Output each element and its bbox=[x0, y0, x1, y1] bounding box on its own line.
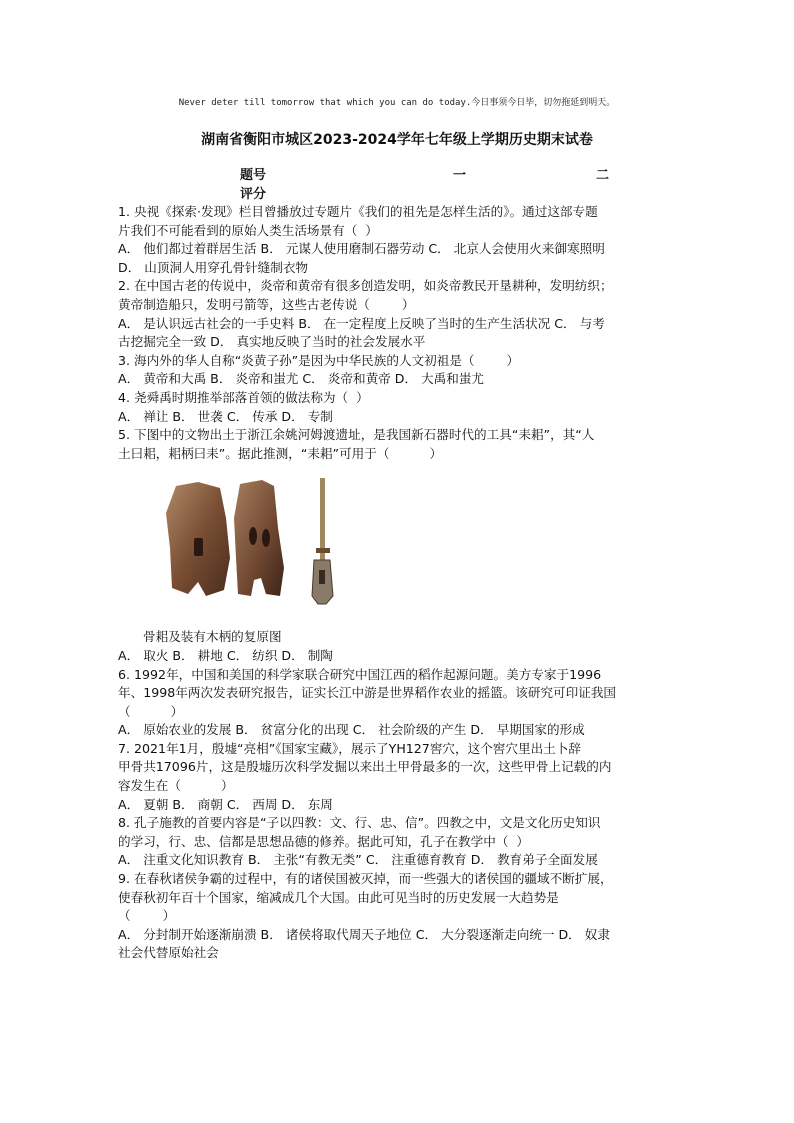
question-line: 土曰耜，耜柄曰耒”。据此推测，“耒耜”可用于（ ） bbox=[118, 445, 443, 461]
question-line: A． 取火 B． 耕地 C． 纺织 D． 制陶 bbox=[118, 647, 333, 663]
artifact-figure bbox=[118, 478, 678, 628]
question-line: 容发生在（ ） bbox=[118, 778, 234, 794]
question-line: （ ） bbox=[118, 908, 176, 924]
score-table-part-one: 一 bbox=[453, 168, 467, 183]
question-line: A． 夏朝 B． 商朝 C． 西周 D． 东周 bbox=[118, 796, 333, 812]
bone-plough-artifact-right bbox=[234, 480, 284, 596]
question-line: 6. 1992年，中国和美国的科学家联合研究中国江西的稻作起源问题。美方专家于1996 bbox=[118, 666, 602, 682]
question-line: D． 山顶洞人用穿孔骨针缝制衣物 bbox=[118, 259, 309, 275]
figure-caption: 骨耜及装有木柄的复原图 bbox=[143, 629, 282, 645]
score-table bbox=[240, 164, 620, 202]
question-line: A． 原始农业的发展 B． 贫富分化的出现 C． 社会阶级的产生 D． 早期国家的形成 bbox=[118, 722, 585, 738]
bone-plough-image bbox=[158, 478, 338, 608]
question-line: A． 他们都过着群居生活 B． 元谋人使用磨制石器劳动 C． 北京人会使用火来御寒照明 bbox=[118, 241, 605, 257]
question-line: 7. 2021年1月，殷墟“亮相”《国家宝藏》，展示了YH127窖穴，这个窖穴里出土卜辞 bbox=[118, 740, 581, 756]
page-title: 湖南省衡阳市城区2023-2024学年七年级上学期历史期末试卷 bbox=[201, 132, 593, 148]
question-line: 9. 在春秋诸侯争霸的过程中，有的诸侯国被灭掉，而一些强大的诸侯国的疆域不断扩展， bbox=[118, 871, 613, 887]
question-line: 社会代替原始社会 bbox=[118, 945, 219, 961]
question-line: 黄帝制造船只，发明弓箭等，这些古老传说（ ） bbox=[118, 296, 415, 312]
question-line: 使春秋初年百十个国家，缩减成几个大国。由此可见当时的历史发展一大趋势是 bbox=[118, 889, 559, 905]
question-line: 片我们不可能看到的原始人类生活场景有（ ） bbox=[118, 222, 378, 238]
question-line: 5. 下图中的文物出土于浙江余姚河姆渡遗址，是我国新石器时代的工具“耒耜”，其“人 bbox=[118, 427, 595, 443]
question-line: 年、1998年两次发表研究报告，证实长江中游是世界稻作农业的摇篮。该研究可印证我国 bbox=[118, 685, 617, 701]
questions-part-a bbox=[118, 203, 678, 463]
score-table-label-score: 评分 bbox=[240, 187, 267, 202]
question-line: 甲骨共17096片，这是殷墟历次科学发掘以来出土甲骨最多的一次，这些甲骨上记载的内 bbox=[118, 759, 612, 775]
exam-body bbox=[118, 203, 678, 963]
question-line: 1. 央视《探索·发现》栏目曾播放过专题片《我们的祖先是怎样生活的》。通过这部专题 bbox=[118, 204, 598, 219]
score-table-score-row bbox=[240, 183, 620, 202]
question-line: 3. 海内外的华人自称“炎黄子孙”是因为中华民族的人文初祖是（ ） bbox=[118, 352, 520, 368]
reconstructed-wooden-handle bbox=[320, 478, 325, 570]
question-line: 古挖掘完全一致 D． 真实地反映了当时的社会发展水平 bbox=[118, 334, 426, 350]
header-motto: Never deter till tomorrow that which you can do today.今日事须今日毕，切勿拖延到明天。 bbox=[178, 98, 616, 108]
question-line: A． 禅让 B． 世袭 C． 传承 D． 专制 bbox=[118, 408, 333, 424]
question-line: 8. 孔子施教的首要内容是“子以四教：文、行、忠、信”。四教之中，文是文化历史知识 bbox=[118, 815, 601, 831]
score-table-part-two: 二 bbox=[596, 168, 610, 183]
question-line: 的学习，行、忠、信都是思想品德的修养。据此可知，孔子在教学中（ ） bbox=[118, 833, 530, 849]
question-line: （ ） bbox=[118, 703, 184, 719]
question-line: A． 是认识远古社会的一手史料 B． 在一定程度上反映了当时的生产生活状况 C． 与考 bbox=[118, 315, 605, 331]
question-line: A． 分封制开始逐渐崩溃 B． 诸侯将取代周天子地位 C． 大分裂逐渐走向统一 D． 奴隶 bbox=[118, 926, 610, 942]
questions-part-b bbox=[118, 647, 678, 963]
question-line: 2. 在中国古老的传说中，炎帝和黄帝有很多创造发明，如炎帝教民开垦耕种，发明纺织； bbox=[118, 278, 613, 294]
score-table-header-row bbox=[240, 164, 620, 183]
question-line: A． 注重文化知识教育 B． 主张“有教无类” C． 注重德育教育 D． 教育弟子全面发展 bbox=[118, 852, 598, 868]
score-table-label-number: 题号 bbox=[240, 168, 267, 183]
question-line: A． 黄帝和大禹 B． 炎帝和蚩尤 C． 炎帝和黄帝 D． 大禹和蚩尤 bbox=[118, 371, 485, 387]
question-line: 4. 尧舜禹时期推举部落首领的做法称为（ ） bbox=[118, 389, 369, 405]
